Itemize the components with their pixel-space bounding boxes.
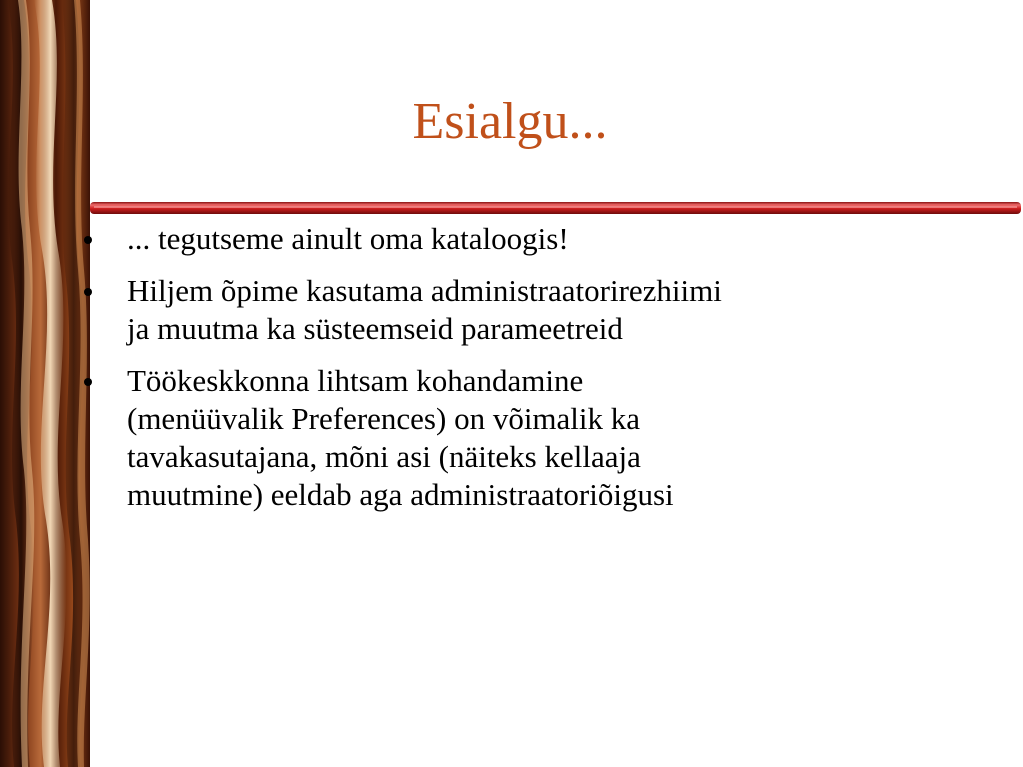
bullet-line: Töökeskkonna lihtsam kohandamine <box>127 363 584 398</box>
bullet-line: Hiljem õpime kasutama administraatorirezhiimi <box>127 273 722 308</box>
bullet-item-2 <box>80 272 1010 348</box>
wavy-wood-side-art <box>0 0 90 767</box>
title-underline-bar <box>90 201 1021 216</box>
slide-title: Esialgu... <box>412 93 608 150</box>
bullet-line: (menüüvalik Preferences) on võimalik ka <box>127 401 641 436</box>
bullet-item-1 <box>80 220 1010 258</box>
bullet-line: ja muutma ka süsteemseid parameetreid <box>127 311 623 346</box>
bullet-line: muutmine) eeldab aga administraatoriõigusi <box>127 477 674 512</box>
bullet-item-3 <box>80 362 1010 514</box>
bullet-line: tavakasutajana, mõni asi (näiteks kellaaja <box>127 439 641 474</box>
decorative-side-panel <box>0 0 90 767</box>
bullet-list <box>80 220 1010 528</box>
bullet-icon <box>84 236 92 244</box>
bullet-icon <box>84 378 92 386</box>
bullet-icon <box>84 288 92 296</box>
bullet-line: ... tegutseme ainult oma kataloogis! <box>127 221 569 256</box>
